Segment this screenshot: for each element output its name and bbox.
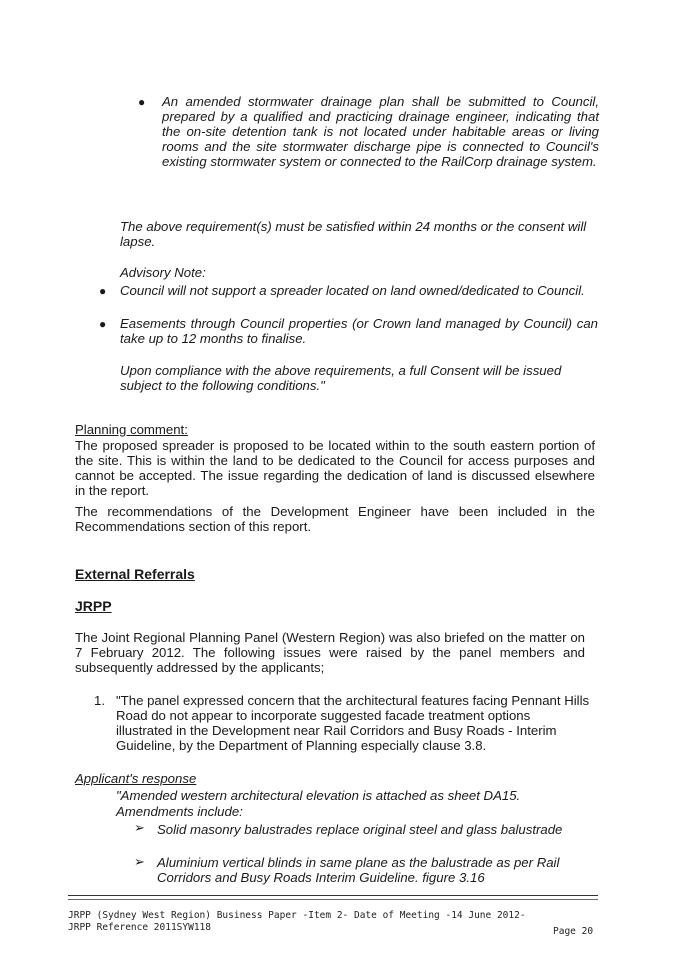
footer-divider xyxy=(68,895,598,896)
response-item: Solid masonry balustrades replace original steel and glass balustrade xyxy=(157,822,563,837)
external-referrals-heading: External Referrals xyxy=(75,566,195,582)
issue-text: "The panel expressed concern that the architectural features facing Pennant Hills Road do not appear to incorporate suggested facade treatment options illustrated in the Development near Rail Corridors and Busy Roads - Interim Guideline, by the Department of Planning especially clause 3.8. xyxy=(116,693,590,753)
jrpp-paragraph: The Joint Regional Planning Panel (Western Region) was also briefed on the matter on 7 February 2012. The following issues were raised by the panel members and subsequently addressed by the applicants; xyxy=(75,630,585,675)
advisory-heading: Advisory Note: xyxy=(120,265,206,280)
page-number: Page 20 xyxy=(553,926,594,937)
requirement-text: The above requirement(s) must be satisfied within 24 months or the consent will lapse. xyxy=(120,219,587,249)
planning-heading: Planning comment: xyxy=(75,422,188,437)
arrow-bullet-icon: ➢ xyxy=(134,820,145,835)
issue-number: 1. xyxy=(94,693,105,708)
footer-divider xyxy=(68,899,598,900)
condition-bullet-text: An amended stormwater drainage plan shall be submitted to Council, prepared by a qualified and practicing drainage engineer, indicating that the on-site detention tank is not located under habitable areas or living rooms and the site stormwater discharge pipe is connected to Council's existing stormwater system or connected to the RailCorp drainage system. xyxy=(162,94,599,169)
compliance-text: Upon compliance with the above requirements, a full Consent will be issued subject to the following conditions." xyxy=(120,363,562,393)
response-line-1: "Amended western architectural elevation is attached as sheet DA15. xyxy=(116,788,521,803)
advisory-item: Easements through Council properties (or Crown land managed by Council) can take up to 12 months to finalise. xyxy=(120,316,598,346)
footer-line-1: JRPP (Sydney West Region) Business Paper -Item 2- Date of Meeting -14 June 2012- xyxy=(68,910,526,921)
footer-line-2: JRPP Reference 2011SYW118 xyxy=(68,922,211,933)
bullet-icon: ● xyxy=(138,95,146,109)
planning-para-1: The proposed spreader is proposed to be located within to the south eastern portion of the site. This is within the land to be dedicated to the Council for access purposes and cannot be accepted. The issue regarding the dedication of land is discussed elsewhere in the report. xyxy=(75,438,595,498)
bullet-icon: ● xyxy=(99,284,107,298)
bullet-icon: ● xyxy=(99,317,107,331)
planning-para-2: The recommendations of the Development Engineer have been included in the Recommendations section of this report. xyxy=(75,504,595,534)
response-item: Aluminium vertical blinds in same plane as the balustrade as per Rail Corridors and Busy Roads Interim Guideline. figure 3.16 xyxy=(157,855,560,885)
response-heading: Applicant's response xyxy=(75,771,197,786)
advisory-item: Council will not support a spreader located on land owned/dedicated to Council. xyxy=(120,283,585,298)
arrow-bullet-icon: ➢ xyxy=(134,854,145,869)
jrpp-heading: JRPP xyxy=(75,598,112,614)
response-line-2: Amendments include: xyxy=(116,804,243,819)
